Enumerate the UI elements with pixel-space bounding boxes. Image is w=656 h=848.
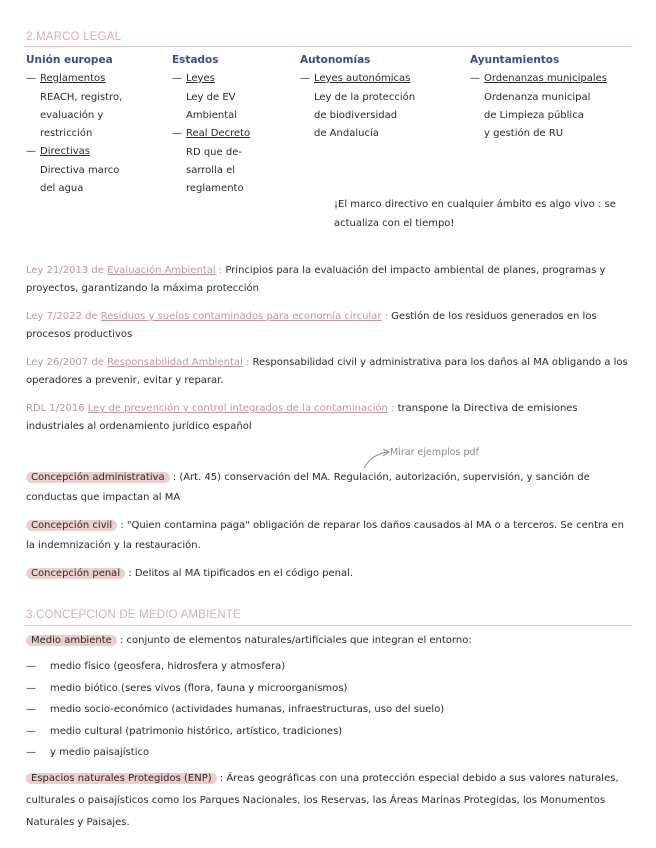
law-description: transpone la Directiva de emisiones industriales al ordenamiento jurídico español — [26, 403, 578, 432]
law-name: Residuos y suelos contaminados para economía circular — [100, 311, 382, 322]
list-item: — medio físico (geosfera, hidrosfera y atmosfera) — [26, 661, 286, 672]
legal-item-title: Reglamentos — [40, 73, 106, 84]
column-heading: Autonomías — [300, 54, 371, 66]
medio-ambiente-definition: Medio ambiente : conjunto de elementos naturales/artificiales que integran el entorno: — [26, 631, 632, 651]
list-item: — medio cultural (patrimonio histórico, artístico, tradiciones) — [26, 725, 343, 737]
medio-label: Medio ambiente — [26, 635, 117, 646]
component-list — [26, 656, 444, 764]
law-entry: Ley 21/2013 de Evaluación Ambiental : Principios para la evaluación del impacto ambiental de planes, programas y proyectos, garantizando la máxima protección — [26, 265, 606, 294]
law-entry: Ley 26/2007 de Responsabilidad Ambiental : Responsabilidad civil y administrativa para los daños al MA obligando a los operadores a prevenir, evitar y reparar. — [26, 357, 628, 386]
legal-item: — Ordenanzas municipales — [470, 73, 607, 84]
list-item: — y medio paisajístico — [26, 747, 150, 758]
living-framework-note: ¡El marco directivo en cualquier ámbito es algo vivo : se actualiza con el tiempo! — [334, 199, 616, 229]
column-heading: Unión europea — [26, 54, 113, 66]
column-ayuntamientos — [470, 54, 635, 143]
law-connector: de — [91, 357, 104, 368]
law-code: Ley 21/2013 — [26, 265, 89, 276]
legal-item: — Leyes autonómicas — [300, 73, 411, 84]
section-3-divider — [24, 625, 632, 626]
legal-item: — Leyes — [172, 73, 215, 84]
legal-item-title: Leyes — [186, 73, 215, 84]
column-heading: Ayuntamientos — [470, 54, 560, 66]
legal-item-desc: RD que de- sarrolla el reglamento — [186, 147, 244, 194]
legal-item-desc: REACH, registro, evaluación y restricción — [40, 92, 123, 139]
conception-text: Delitos al MA tipificados en el código penal. — [134, 568, 354, 579]
column-estados — [172, 54, 312, 198]
column-heading: Estados — [172, 54, 219, 66]
law-connector: de — [85, 311, 98, 322]
legal-item-desc: Directiva marco del agua — [40, 165, 120, 194]
law-code: Ley 7/2022 — [26, 311, 82, 322]
legal-item-desc: Ordenanza municipal de Limpieza pública y gestión de RU — [484, 92, 591, 139]
legal-item-title: Ordenanzas municipales — [484, 73, 607, 84]
column-eu — [26, 54, 176, 198]
conception-text: (Art. 45) conservación del MA. Regulación, autorización, supervisión, y sanción de conductas que impactan al MA — [26, 472, 590, 503]
conception-label: Concepción penal — [26, 568, 125, 579]
margin-annotation: Mirar ejemplos pdf — [390, 447, 479, 458]
legal-item: — Reglamentos — [26, 73, 106, 84]
legal-item-title: Real Decreto — [186, 128, 251, 139]
legal-item-desc: Ley de la protección de biodiversidad de Andalucía — [314, 92, 416, 139]
law-description: Responsabilidad civil y administrativa para los daños al MA obligando a los operadores a prevenir, evitar y reparar. — [26, 357, 628, 386]
conception-civil: Concepción civil : "Quien contamina paga" obligación de reparar los daños causados al MA o a terceros. Se centra en la indemnización y la restauración. — [26, 520, 624, 551]
legal-item-title: Leyes autonómicas — [314, 73, 411, 84]
legal-item-desc: Ley de EV Ambiental — [186, 92, 238, 121]
conception-admin: Concepción administrativa : (Art. 45) conservación del MA. Regulación, autorización, supervisión, y sanción de conductas que impactan al MA — [26, 472, 590, 503]
legal-item: — Real Decreto — [172, 128, 251, 139]
law-code: Ley 26/2007 — [26, 357, 89, 368]
law-description: Principios para la evaluación del impacto ambiental de planes, programas y proyectos, garantizando la máxima protección — [26, 265, 606, 294]
conception-text: "Quien contamina paga" obligación de reparar los daños causados al MA o a terceros. Se centra en la indemnización y la restauración. — [26, 520, 624, 551]
law-entry: Ley 7/2022 de Residuos y suelos contaminados para economía circular : Gestión de los residuos generados en los procesos productivos — [26, 311, 597, 340]
column-autonomias — [300, 54, 465, 143]
medio-text: conjunto de elementos naturales/artificiales que integran el entorno: — [126, 635, 472, 646]
law-entry: RDL 1/2016 Ley de prevención y control integrados de la contaminación : transpone la Directiva de emisiones industriales al ordenamiento jurídico español — [26, 403, 578, 432]
law-name: Responsabilidad Ambiental — [107, 357, 243, 368]
section-2-title: 2.MARCO LEGAL — [26, 31, 122, 43]
list-item: — medio socio-económico (actividades humanas, infraestructuras, uso del suelo) — [26, 704, 445, 715]
section-2-divider — [24, 46, 632, 47]
law-code: RDL 1/2016 — [26, 403, 85, 414]
law-connector: de — [91, 265, 104, 276]
legal-item-title: Directivas — [40, 146, 90, 157]
arrow-icon — [362, 448, 392, 470]
legal-item: — Directivas — [26, 146, 90, 157]
law-name: Ley de prevención y control integrados de la contaminación — [87, 403, 388, 414]
list-item: — medio biótico (seres vivos (flora, fauna y microorganismos) — [26, 682, 348, 694]
law-name: Evaluación Ambiental — [107, 265, 216, 276]
section-3-title: 3.CONCEPCION DE MEDIO AMBIENTE — [26, 609, 241, 621]
law-description: Gestión de los residuos generados en los procesos productivos — [26, 311, 597, 340]
conception-label: Concepción civil — [26, 520, 117, 531]
conception-penal: Concepción penal : Delitos al MA tipificados en el código penal. — [26, 564, 632, 584]
enp-label: Espacios naturales Protegidos (ENP) — [26, 773, 217, 784]
conception-label: Concepción administrativa — [26, 472, 170, 483]
enp-text: Áreas geográficas con una protección especial debido a sus valores naturales, culturales o paisajísticos como los Parques Nacionales, los Reservas, las Áreas Marinas Protegidas, los Monumentos Naturales y Paisajes. — [26, 773, 619, 828]
enp-definition: Espacios naturales Protegidos (ENP) : Áreas geográficas con una protección especial debido a sus valores naturales, culturales o paisajísticos como los Parques Nacionales, los Reservas, las Áreas Marinas Protegidas, los Monumentos Naturales y Paisajes. — [26, 773, 619, 828]
